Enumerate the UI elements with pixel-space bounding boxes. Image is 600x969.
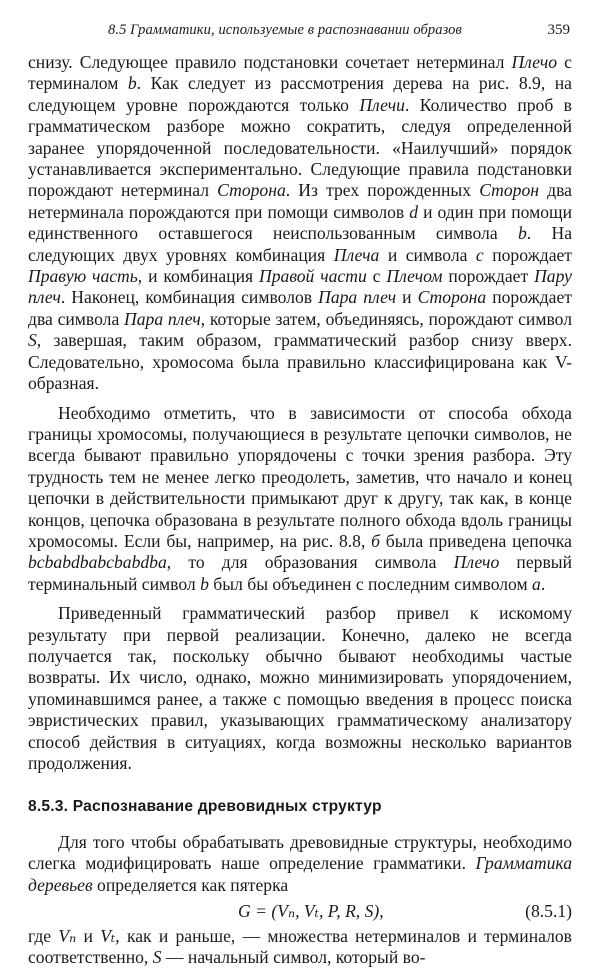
paragraph3-run: Приведенный грамматический разбор привел к искомому результату при первой реализации. Конечно, далеко не всегда получается так, поскольку обычно бывают необходимы частые возвраты. Их число, однако, можно минимизировать упорядочением, упоминавшимся ранее, а также с помощью введения в процесс поиска эвристических правил, указывающих грамматическому анализатору способ действия в ситуациях, когда возможны несколько вариантов продолжения.	[28, 603, 572, 773]
paragraph1-run: Сторон	[479, 180, 539, 201]
paragraph1-run: d	[409, 201, 419, 222]
section-heading: 8.5.3. Распознавание древовидных структур	[28, 798, 382, 816]
paragraph2-run: b	[200, 573, 209, 594]
paragraph2-run: .	[540, 573, 546, 594]
paragraph2-run: первый терминальный символ	[28, 552, 572, 594]
paragraph4-run: определяется как пятерка	[92, 874, 289, 895]
paragraph1-run: Плечо	[511, 52, 558, 72]
paragraph1-run: . Наконец, комбинация символов	[60, 287, 319, 308]
paragraph-1	[28, 52, 572, 395]
page-number: 359	[547, 22, 570, 38]
paragraph1-run: . На следующих двух уровнях комбинация	[28, 223, 573, 265]
paragraph5-run: — начальный символ, который во-	[161, 947, 426, 968]
paragraph1-run: и один при помощи единственного оставшегося неиспользованным символа	[28, 201, 572, 244]
paragraph1-run: и	[396, 287, 418, 308]
paragraph1-run: Правой части	[259, 266, 367, 287]
paragraph1-run: , которые затем, объединяясь, порождают символ	[200, 308, 572, 329]
paragraph1-run: Сторона	[417, 287, 487, 308]
paragraph1-run: Правую часть	[28, 266, 138, 287]
body-text	[28, 52, 572, 969]
paragraph2-run: , то для образования символа	[166, 552, 454, 573]
paragraph1-run: Пара плеч	[124, 308, 201, 329]
paragraph1-run: Плечи	[359, 94, 405, 115]
paragraph5-run: Vₜ	[100, 926, 116, 947]
paragraph5-run: S	[152, 947, 162, 968]
paragraph1-run: , завершая, таким образом, грамматический разбор снизу вверх. Следовательно, хромосома была правильно классифицирована как V-образная.	[28, 330, 572, 394]
paragraph2-run: Необходимо отметить, что в зависимости от способа обхода границы хромосомы, получающиеся в результате цепочки символов, не всегда бывают правильно упорядочены с точки зрения разбора. Эту трудность тем не менее легко преодолеть, заметив, что начало и конец цепочки в действительности примыкают друг к другу, так как, в конце концов, цепочка образована в результате полного обхода вдоль границы хромосомы. Если бы, например, на рис. 8.8,	[28, 402, 572, 551]
paragraph1-run: . Как следует из рассмотрения дерева на рис. 8.9, на следующем уровне порождаются только	[28, 73, 572, 115]
paragraph1-run: с терминалом	[28, 52, 572, 94]
paragraph1-run: два нетерминала порождаются при помощи символов	[28, 180, 572, 222]
paragraph1-run: порождает	[483, 244, 572, 265]
paragraph1-run: порождает	[442, 266, 535, 287]
paragraph1-run: . Количество проб в грамматическом разборе можно сократить, следуя определенной заранее упорядоченной последовательности. «Наилучший» порядок устанавливается экспериментально. Следующие правила подстановки порождают нетерминал	[28, 94, 572, 201]
paragraph1-run: порождает два символа	[28, 287, 572, 329]
paragraph1-run: с	[366, 266, 387, 287]
paragraph1-run: Пара плеч	[318, 287, 397, 308]
paragraph1-run: Сторона	[217, 180, 286, 201]
formula-expression: G = (Vₙ, Vₜ, P, R, S),	[238, 901, 384, 922]
running-head: 8.5 Грамматики, используемые в распознавании образов	[108, 22, 462, 38]
paragraph-5	[28, 926, 572, 969]
paragraph2-run: bcbabdbabcbabdba	[28, 552, 167, 573]
paragraph5-run: , как и раньше, — множества нетерминалов и терминалов соответственно,	[28, 926, 572, 968]
paragraph1-run: S	[28, 330, 37, 351]
paragraph5-run: Vₙ	[58, 926, 77, 947]
paragraph4-run: Грамматика деревьев	[28, 853, 572, 895]
formula-number: (8.5.1)	[525, 901, 572, 922]
paragraph5-run: где	[28, 926, 59, 947]
paragraph1-run: снизу. Следующее правило подстановки сочетает нетерминал	[28, 52, 512, 72]
paragraph-2	[28, 403, 572, 596]
paragraph1-run: c	[475, 244, 484, 265]
paragraph-4	[28, 832, 572, 896]
paragraph2-run: был бы объединен с последним символом	[208, 573, 533, 594]
paragraph4-run: Для того чтобы обрабатывать древовидные структуры, необходимо слегка модифицировать наше определение грамматики.	[28, 831, 572, 874]
paragraph1-run: Плеча	[333, 244, 380, 265]
paragraph1-run: Пару плеч	[28, 266, 572, 308]
paragraph1-run: b	[127, 73, 137, 94]
paragraph2-run: б	[371, 530, 381, 551]
paragraph1-run: Плечом	[386, 266, 443, 287]
paragraph2-run: Плечо	[453, 552, 500, 573]
paragraph1-run: , и комбинация	[137, 266, 260, 287]
paragraph2-run: была приведена цепочка	[380, 530, 572, 551]
page-header	[28, 22, 572, 52]
paragraph5-run: и	[76, 926, 101, 947]
paragraph1-run: b	[517, 223, 527, 244]
formula-8-5-1	[28, 896, 572, 926]
paragraph1-run: . Из трех порожденных	[285, 180, 480, 201]
paragraph2-run: a	[532, 573, 541, 594]
paragraph-3	[28, 603, 572, 774]
paragraph1-run: и символа	[379, 244, 476, 265]
